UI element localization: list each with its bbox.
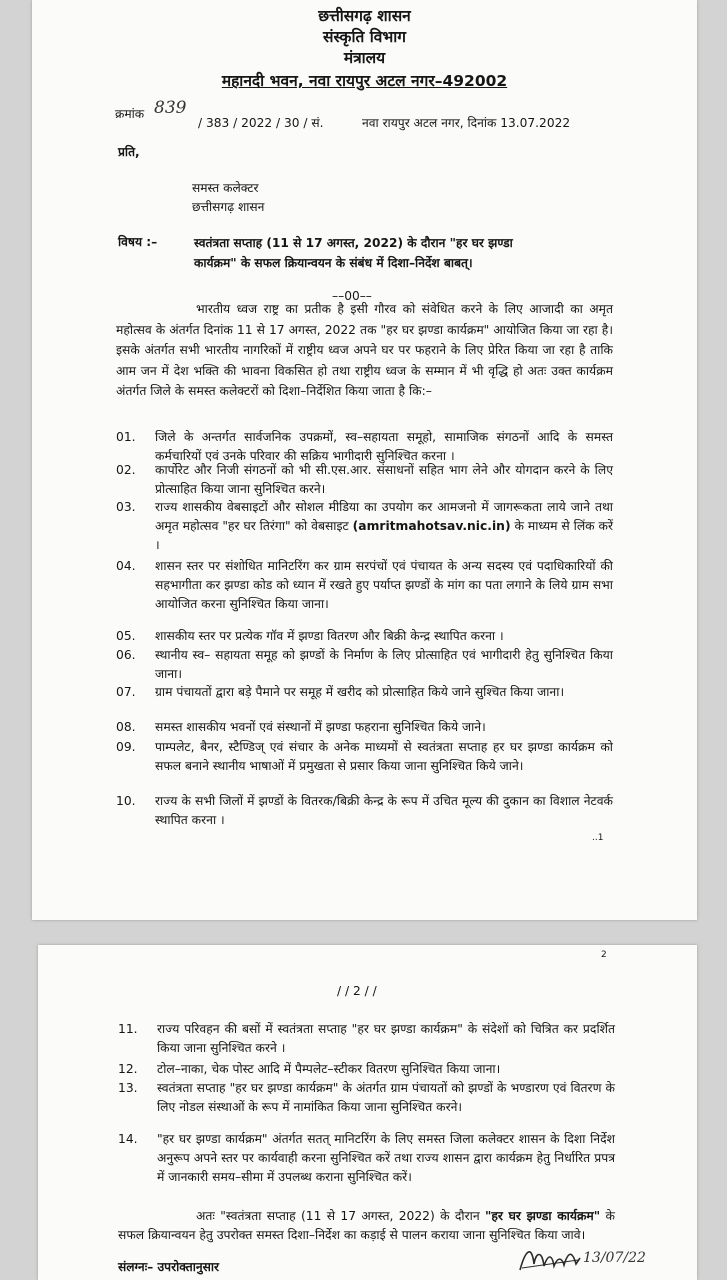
item-text: शासकीय स्तर पर प्रत्येक गॉव में झण्डा वितरण और बिक्री केन्द्र स्थापित करना । <box>155 629 504 643</box>
item-number: 09. <box>116 740 136 754</box>
header-government: छत्तीसगढ़ शासन <box>318 7 411 25</box>
page-continuation: ..1 <box>592 833 604 843</box>
item-text: टोल–नाका, चेक पोस्ट आदि में पैम्पलेट–स्टीकर वितरण सुनिश्चित किया जाना। <box>157 1062 501 1076</box>
letter-page-1 <box>32 0 697 920</box>
item-text-tail: के माध्यम से लिंक करें । <box>155 519 613 552</box>
header-ministry: मंत्रालय <box>343 49 386 67</box>
subject-label: विषय :– <box>118 235 158 249</box>
item-number: 04. <box>116 559 136 573</box>
closing-text: अतः "स्वतंत्रता सप्ताह (11 से 17 अगस्त, 2022) के दौरान <box>196 1209 485 1223</box>
item-text: राज्य के सभी जिलों में झण्डों के वितरक/बिक्री केन्द्र के रूप में उचित मूल्य की दुकान का विशाल नेटवर्क स्थापित करना । <box>155 794 613 827</box>
item-text: पाम्पलेट, बैनर, स्टैण्डिज् एवं संचार के अनेक माध्यमों से स्वतंत्रता सप्ताह हर घर झण्डा कार्यक्रम को सफल बनाने स्थानीय भाषाओं में प्रमुखता से प्रसार किया जाना सुनिश्चित किये जाने। <box>155 740 613 773</box>
to-recipient-org: छत्तीसगढ़ शासन <box>192 200 265 214</box>
item-text: शासन स्तर पर संशोधित मानिटरिंग कर ग्राम सरपंचों एवं पंचायत के अन्य सदस्य एवं पदाधिकारियों की सहभागीता कर झण्डा कोड को ध्यान में रखते हुए पर्याप्त झण्डों के मांग का पता लगाने के लिये ग्राम सभा आयोजित करना सुनिश्चित किया जाना। <box>155 559 613 611</box>
ref-number: / 383 / 2022 / 30 / सं. <box>198 116 324 130</box>
enclosure-note: संलग्नः– उपरोक्तानुसार <box>118 1260 220 1274</box>
item-number: 12. <box>118 1062 138 1076</box>
item-number: 13. <box>118 1081 138 1095</box>
website-link[interactable]: (amritmahotsav.nic.in) <box>352 519 511 533</box>
ref-handwritten-number: 839 <box>154 98 187 118</box>
item-text: राज्य शासकीय वेबसाइटों और सोशल मीडिया का उपयोग कर आमजनो में जागरूकता लाये जाने तथा अमृत महोत्सव "हर घर तिरंगा" को वेबसाइट <box>155 500 613 533</box>
item-number: 14. <box>118 1132 138 1146</box>
item-number: 07. <box>116 685 136 699</box>
closing-text-rest: के सफल क्रियान्वयन हेतु उपरोक्त समस्त दिशा–निर्देश का कड़ाई से पालन कराया जाना सुनिश्चित किया जावे। <box>118 1209 615 1242</box>
ref-label: क्रमांक <box>115 107 145 121</box>
item-number: 10. <box>116 794 136 808</box>
page-2-heading: / / 2 / / <box>337 984 377 998</box>
item-text: "हर घर झण्डा कार्यक्रम" अंतर्गत सतत् मानिटरिंग के लिए समस्त जिला कलेक्टर शासन के दिशा निर्देश अनुरूप अपने स्तर पर कार्यवाही करना सुनिश्चित करें तथा राज्य शासन द्वारा कार्यक्रम हेतु निर्धारित प्रपत्र में जानकारी समय–सीमा में उपलब्ध कराना सुनिश्चित करें। <box>157 1132 615 1184</box>
letter-page-2 <box>38 945 697 1280</box>
item-text: कार्पोरेट और निजी संगठनों को भी सी.एस.आर. संसाधनों सहित भाग लेने और योगदान करने के लिए प्रोत्साहित किया जाना सुनिश्चित करने। <box>155 463 613 496</box>
item-number: 06. <box>116 648 136 662</box>
page-corner-number: 2 <box>601 950 607 960</box>
item-text: समस्त शासकीय भवनों एवं संस्थानों में झण्डा फहराना सुनिश्चित किये जाने। <box>155 720 486 734</box>
subject-line-2: कार्यक्रम" के सफल क्रियान्वयन के संबंध में दिशा–निर्देश बाबत्। <box>194 256 473 270</box>
item-number: 03. <box>116 500 136 514</box>
item-text: स्थानीय स्व– सहायता समूह को झण्डों के निर्माण के लिए प्रोत्साहित एवं भागीदारी हेतु सुनिश्चित किया जाना। <box>155 648 613 681</box>
item-text: ग्राम पंचायतों द्वारा बड़े पैमाने पर समूह में खरीद को प्रोत्साहित किये जाने सुश्चित किया जाना। <box>155 685 565 699</box>
separator: ––00–– <box>332 289 372 303</box>
item-number: 02. <box>116 463 136 477</box>
header-address: महानदी भवन, नवा रायपुर अटल नगर–492002 <box>221 72 508 90</box>
item-text: राज्य परिवहन की बसों में स्वतंत्रता सप्ताह "हर घर झण्डा कार्यक्रम" के संदेशों को चित्रित कर प्रदर्शित किया जाना सुनिश्चित करने । <box>157 1022 615 1055</box>
subject-line-1: स्वतंत्रता सप्ताह (11 से 17 अगस्त, 2022) के दौरान "हर घर झण्डा <box>194 236 513 250</box>
intro-paragraph: भारतीय ध्वज राष्ट्र का प्रतीक है इसी गौरव को संवेधित करने के लिए आजादी का अमृत महोत्सव के अंतर्गत दिनांक 11 से 17 अगस्त, 2022 तक "हर घर झण्डा कार्यक्रम" आयोजित किया जा रहा है। इसके अंतर्गत सभी भारतीय नागरिकों में राष्ट्रीय ध्वज अपने घर पर फहराने के लिए प्रेरित किया जा रहा है ताकि आम जन में देश भक्ति की भावना विकसित हो तथा राष्ट्रीय ध्वज के सम्मान में भी वृद्धि हो अतः उक्त कार्यक्रम अंतर्गत जिले के समस्त कलेक्टरों को दिशा–निर्देशित किया जाता है कि:– <box>116 302 613 398</box>
signature-date: 13/07/22 <box>583 1250 646 1266</box>
header-department: संस्कृति विभाग <box>323 28 406 46</box>
item-number: 05. <box>116 629 136 643</box>
item-number: 11. <box>118 1022 138 1036</box>
to-recipient: समस्त कलेक्टर <box>192 181 259 195</box>
item-text: जिले के अन्तर्गत सार्वजनिक उपक्रमों, स्व–सहायता समूहो, सामाजिक संगठनों आदि के समस्त कर्मचारियों एवं उनके परिवार की सक्रिय भागीदारी सुनिश्चित करना । <box>155 430 613 463</box>
closing-program-name: "हर घर झण्डा कार्यक्रम" <box>484 1209 601 1223</box>
item-number: 08. <box>116 720 136 734</box>
ref-place-date: नवा रायपुर अटल नगर, दिनांक 13.07.2022 <box>362 116 571 130</box>
item-number: 01. <box>116 430 136 444</box>
to-label: प्रति, <box>118 145 140 159</box>
item-text: स्वतंत्रता सप्ताह "हर घर झण्डा कार्यक्रम" के अंतर्गत ग्राम पंचायतों को झण्डों के भण्डारण एवं वितरण के लिए नोडल संस्थाओं के रूप में नामांकित किया जाना सुनिश्चित करने। <box>157 1081 615 1114</box>
